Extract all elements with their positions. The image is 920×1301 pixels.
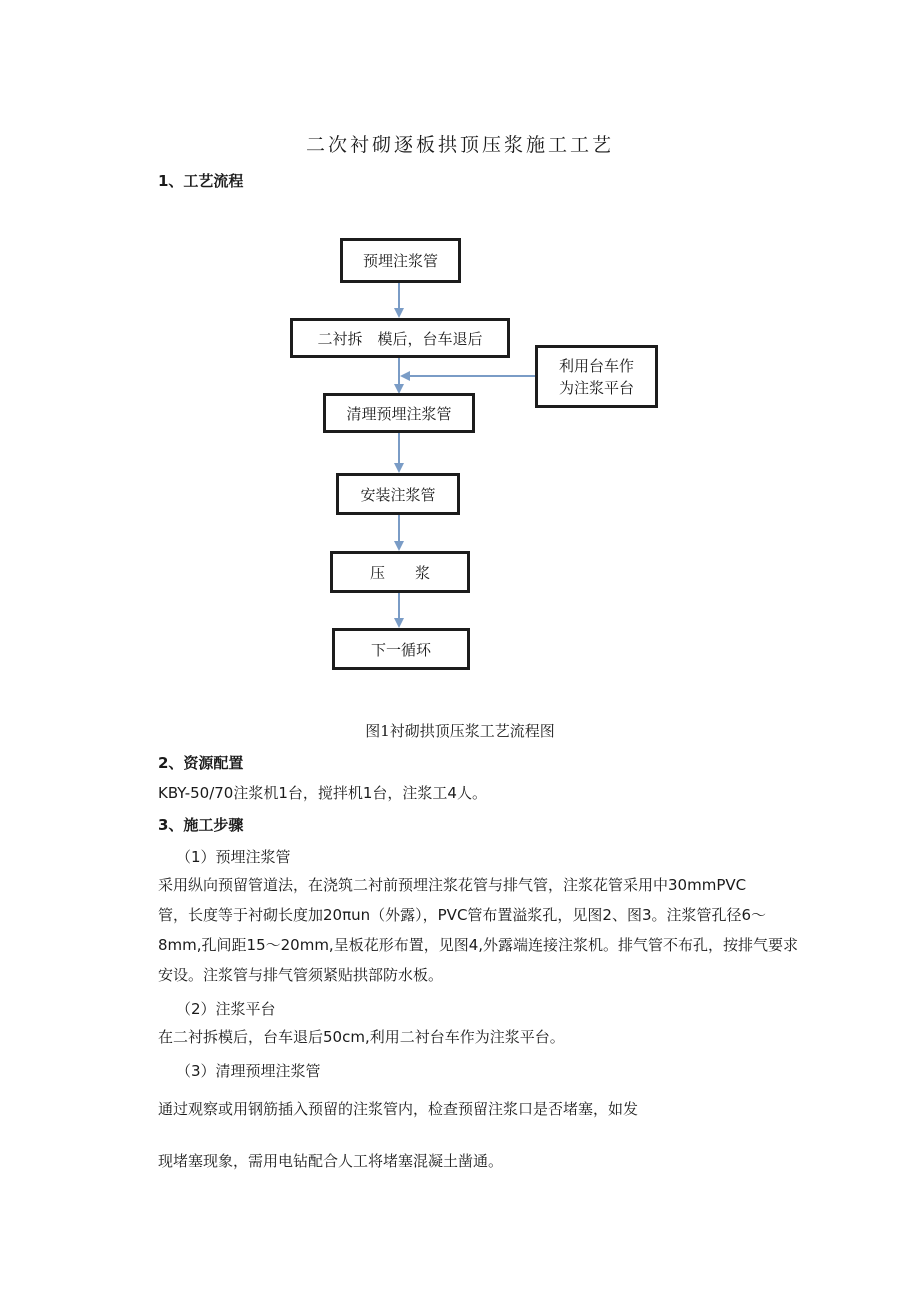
- section-2-text: KBY-50/70注浆机1台，搅拌机1台，注浆工4人。: [158, 784, 487, 802]
- step-3-line-2: 现堵塞现象，需用电钻配合人工将堵塞混凝土凿通。: [158, 1152, 504, 1170]
- step-1-line-3: 8mm,孔间距15～20mm,呈板花形布置，见图4,外露端连接注浆机。排气管不布孔，按排气要求: [158, 936, 799, 954]
- flow-side-platform-line2: 为注浆平台: [558, 378, 634, 397]
- step-3-line-1: 通过观察或用钢筋插入预留的注浆管内，检查预留注浆口是否堵塞，如发: [158, 1100, 639, 1118]
- flow-step-remove-formwork: 二衬拆 模后，台车退后: [290, 318, 510, 358]
- document-title: 二次衬砌逐板拱顶压浆施工工艺: [305, 134, 614, 156]
- step-1-heading: （1）预埋注浆管: [176, 848, 291, 866]
- flow-step-install-pipe: 安装注浆管: [336, 473, 460, 515]
- flow-step-grouting: 压 浆: [330, 551, 470, 593]
- section-3-heading: 3、施工步骤: [158, 816, 244, 834]
- figure-caption: 图1衬砌拱顶压浆工艺流程图: [365, 722, 555, 740]
- section-2-heading: 2、资源配置: [158, 754, 244, 772]
- step-2-text: 在二衬拆模后，台车退后50cm,利用二衬台车作为注浆平台。: [158, 1028, 565, 1046]
- step-1-line-1: 采用纵向预留管道法，在浇筑二衬前预埋注浆花管与排气管，注浆花管采用中30mmPVC: [158, 876, 747, 894]
- flow-side-platform: [535, 345, 658, 408]
- step-2-heading: （2）注浆平台: [176, 1000, 276, 1018]
- step-1-line-4: 安设。注浆管与排气管须紧贴拱部防水板。: [158, 966, 444, 984]
- flow-step-embed-pipe: 预埋注浆管: [340, 238, 461, 283]
- flow-step-next-cycle: 下一循环: [332, 628, 470, 670]
- flow-side-platform-line1: 利用台车作: [558, 356, 634, 375]
- step-1-line-2: 管，长度等于衬砌长度加20πun（外露），PVC管布置溢浆孔，见图2、图3。注浆管孔径6～: [158, 906, 767, 924]
- flow-step-clean-pipe: 清理预埋注浆管: [323, 393, 475, 433]
- step-3-heading: （3）清理预埋注浆管: [176, 1062, 321, 1080]
- section-1-heading: 1、工艺流程: [158, 172, 244, 190]
